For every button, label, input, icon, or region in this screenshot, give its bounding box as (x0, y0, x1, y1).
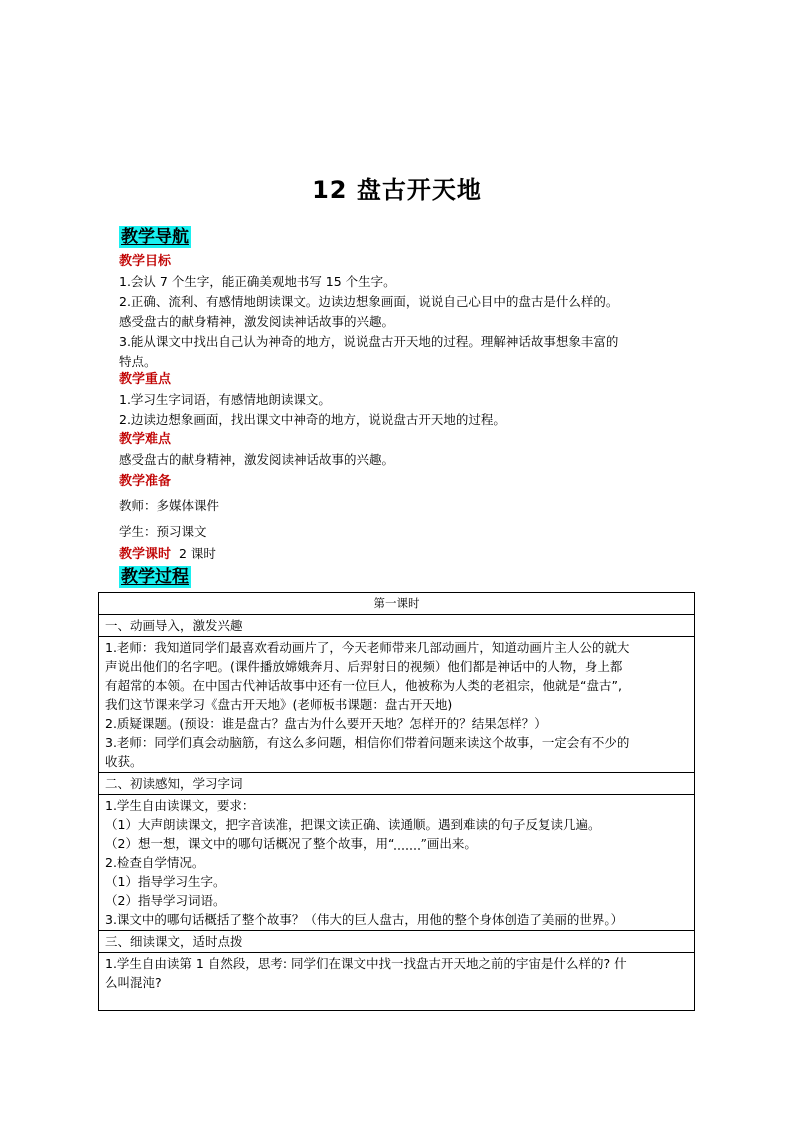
part3-body (99, 953, 694, 993)
class-hours-label: 教学课时 (119, 547, 172, 562)
wavy-underline-icon (394, 840, 420, 850)
table-line: 我们这节课来学习《盘古开天地》(老师板书课题：盘古开天地) (105, 697, 453, 712)
table-line: 声说出他们的名字吧。(课件播放嫦娥奔月、后羿射日的视频）他们都是神话中的人物，身上都 (105, 659, 623, 674)
objective-line: 3.能从课文中找出自己认为神奇的地方，说说盘古开天地的过程。理解神话故事想象丰富的 (119, 334, 619, 349)
guide-heading: 教学导航 (121, 227, 189, 247)
table-line: 1.学生自由读第 1 自然段，思考: 同学们在课文中找一找盘古开天地之前的宇宙是什么样的? 什 (105, 956, 627, 971)
key-point-line: 2.边读边想象画面，找出课文中神奇的地方，说说盘古开天地的过程。 (119, 412, 506, 427)
class-hours (119, 544, 689, 565)
difficulty-line: 感受盘古的献身精神，激发阅读神话故事的兴趣。 (119, 452, 395, 467)
table-line: 2.质疑课题。(预设：谁是盘古？盘古为什么要开天地？怎样开的？结果怎样？） (105, 716, 547, 731)
table-line: 3.课文中的哪句话概括了整个故事？（伟大的巨人盘古，用他的整个身体创造了美丽的世界。） (105, 912, 624, 927)
table-line: 1.学生自由读课文，要求： (105, 798, 255, 813)
key-point-line: 1.学习生字词语，有感情地朗读课文。 (119, 392, 331, 407)
table-line: （1）指导学习生字。 (105, 874, 226, 889)
table-line: （2）指导学习词语。 (105, 893, 226, 908)
objective-line: 1.会认 7 个生字，能正确美观地书写 15 个生字。 (119, 274, 396, 289)
table-line (105, 834, 688, 853)
objective-line: 感受盘古的献身精神，激发阅读神话故事的兴趣。 (119, 314, 395, 329)
objectives-section (119, 252, 689, 372)
part2-title: 二、初读感知，学习字词 (99, 773, 694, 795)
objective-line: 2.正确、流利、有感情地朗读课文。边读边想象画面，说说自己心目中的盘古是什么样的。 (119, 294, 619, 309)
part3-title: 三、细读课文，适时点拨 (99, 931, 694, 953)
table-line: 收获。 (105, 754, 143, 769)
key-points-heading: 教学重点 (119, 372, 172, 387)
preparation-heading: 教学准备 (119, 474, 172, 489)
table-line: 么叫混沌? (105, 975, 162, 990)
objectives-heading: 教学目标 (119, 254, 172, 269)
process-table (98, 592, 695, 1011)
difficulties-heading: 教学难点 (119, 432, 172, 447)
teacher-prep: 教师：多媒体课件 (119, 498, 220, 513)
part1-body (99, 637, 694, 773)
table-line: 2.检查自学情况。 (105, 855, 205, 870)
lesson-title: 12 盘古开天地 (312, 176, 482, 204)
class-hours-value: 2 课时 (178, 546, 216, 561)
key-points-section (119, 370, 689, 430)
preparation-section (119, 472, 689, 565)
student-prep: 学生：预习课文 (119, 524, 207, 539)
part1-title: 一、动画导入，激发兴趣 (99, 615, 694, 637)
difficulties-section (119, 430, 689, 470)
table-line: （1）大声朗读课文，把字音读准，把课文读正确、读通顺。遇到难读的句子反复读几遍。 (105, 817, 601, 832)
line-part: （2）想一想，课文中的哪句话概况了整个故事，用“ (105, 836, 395, 851)
table-header: 第一课时 (99, 593, 694, 615)
part2-body (99, 795, 694, 931)
table-line: 1.老师：我知道同学们最喜欢看动画片了，今天老师带来几部动画片，知道动画片主人公的就大 (105, 640, 630, 655)
table-line: 有超常的本领。在中国古代神话故事中还有一位巨人，他被称为人类的老祖宗，他就是“盘古”, (105, 678, 622, 693)
process-heading: 教学过程 (121, 567, 189, 587)
table-line: 3.老师：同学们真会动脑筋，有这么多问题，相信你们带着问题来读这个故事，一定会有不少的 (105, 735, 630, 750)
objective-line: 特点。 (119, 354, 157, 369)
line-part: ”画出来。 (420, 836, 477, 851)
